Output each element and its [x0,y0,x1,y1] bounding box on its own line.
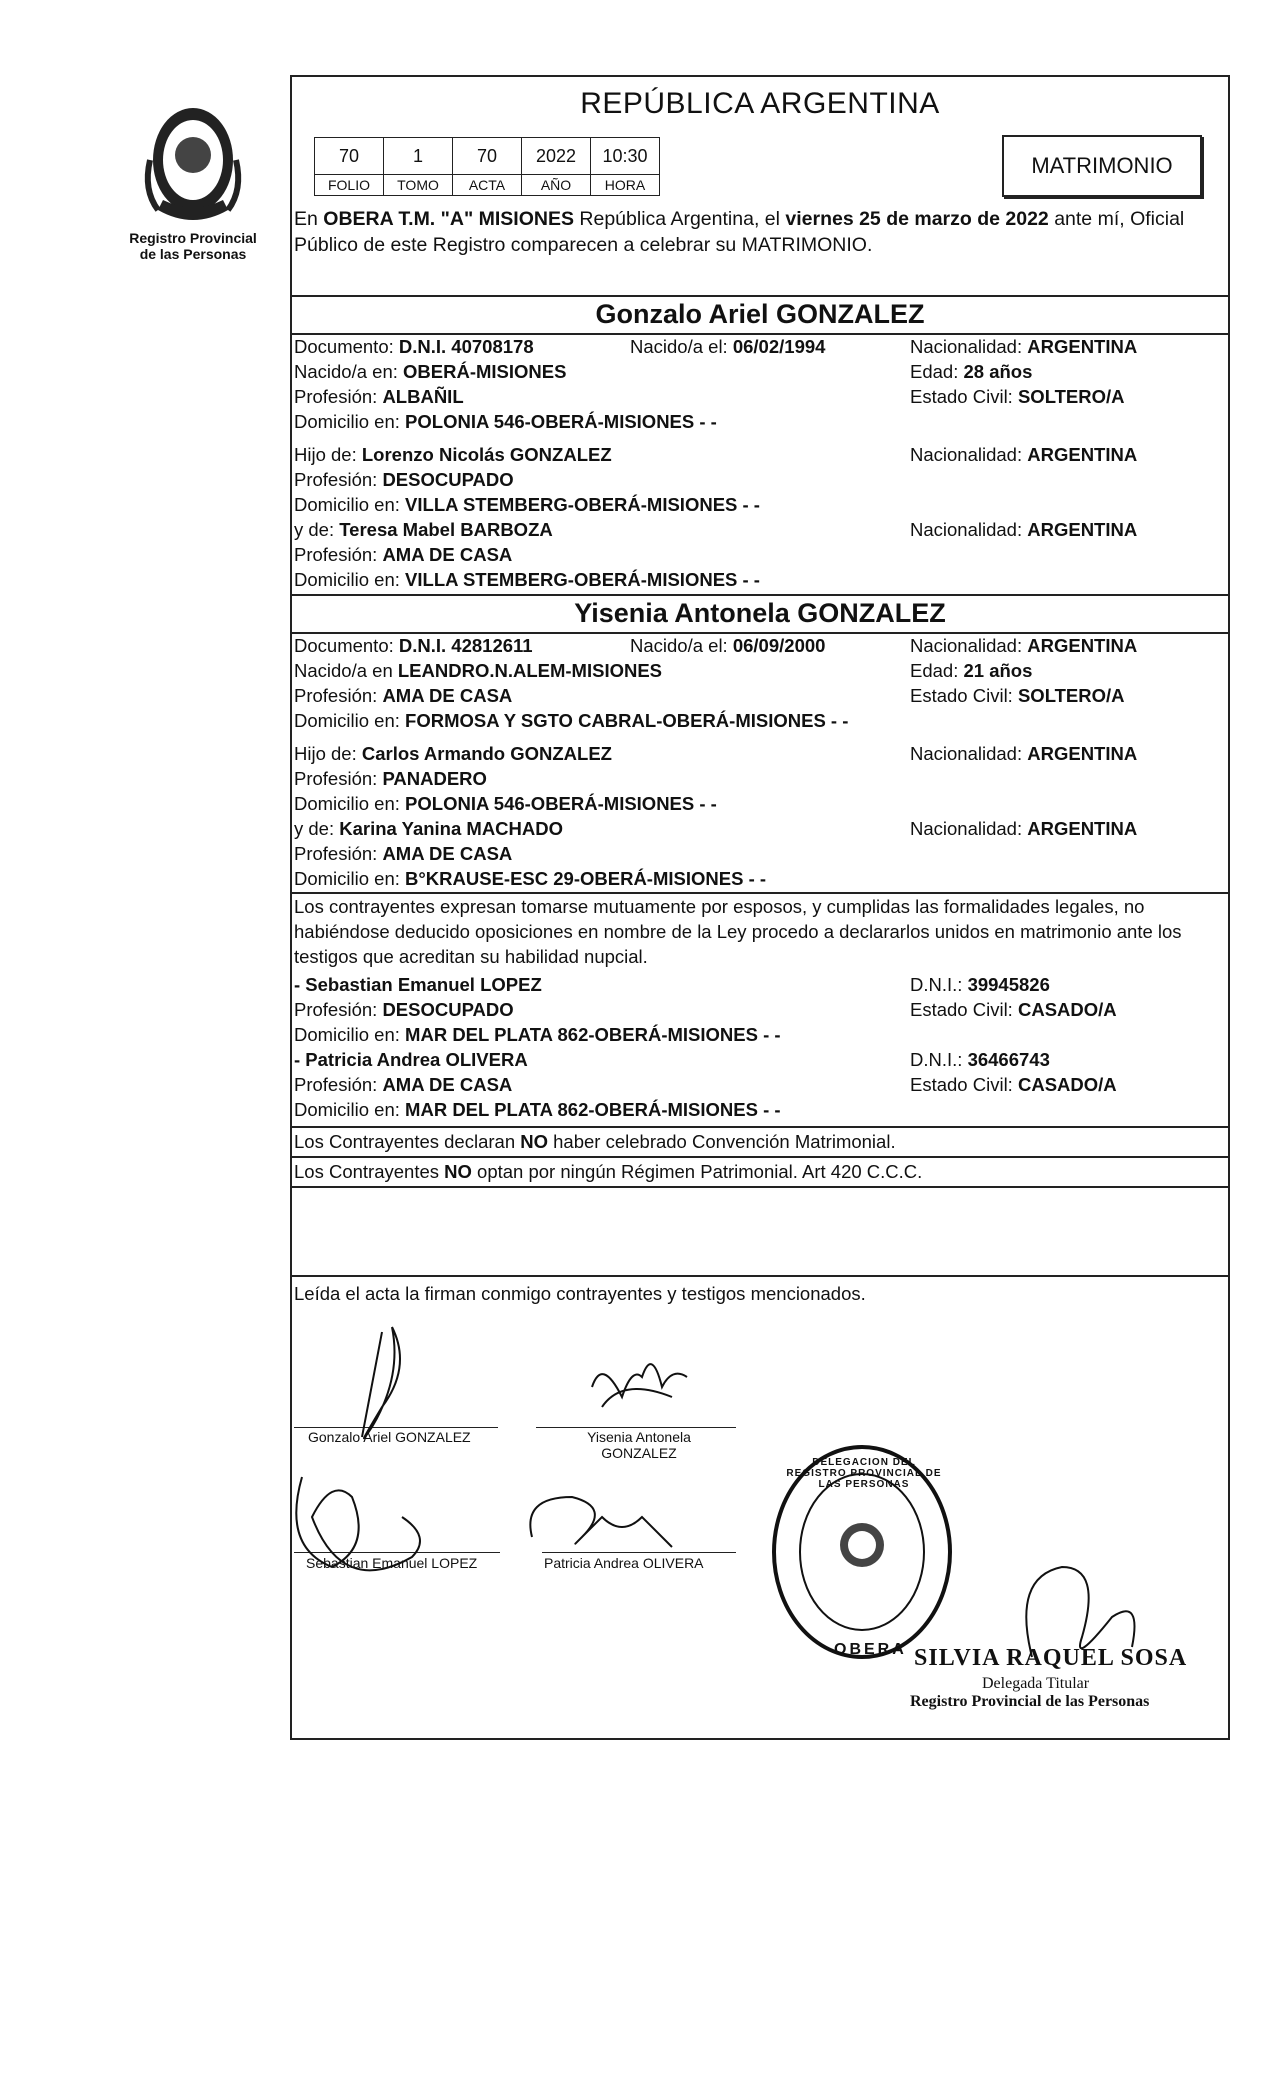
tomo-value: 1 [384,138,453,175]
c1-padre-profesion: Profesión: DESOCUPADO [294,469,514,490]
c1-edad: Edad: 28 años [910,361,1033,382]
c1-madre-profesion: Profesión: AMA DE CASA [294,544,513,565]
testigo1-dni: D.N.I.: 39945826 [910,974,1050,995]
c1-madre-nacionalidad: Nacionalidad: ARGENTINA [910,519,1138,540]
official-role: Delegada Titular [982,1675,1090,1692]
c2-documento: Documento: D.N.I. 42812611 [294,635,533,656]
c2-nacido-el: Nacido/a el: 06/09/2000 [630,635,826,656]
contrayente2-name: Yisenia Antonela GONZALEZ [574,598,946,628]
official-name: SILVIA RAQUEL SOSA [914,1645,1188,1671]
c1-domicilio: Domicilio en: POLONIA 546-OBERÁ-MISIONES - - [294,411,717,432]
c1-madre-domicilio: Domicilio en: VILLA STEMBERG-OBERÁ-MISIONES - - [294,569,760,590]
official-organization: Registro Provincial de las Personas [910,1693,1150,1710]
firma-patricia-label: Patricia Andrea OLIVERA [544,1555,704,1571]
registro-logo [108,100,278,262]
convencion-text: Los Contrayentes declaran NO haber celebrado Convención Matrimonial. [294,1131,896,1152]
acta-label: ACTA [453,175,522,196]
document-title: REPÚBLICA ARGENTINA [580,87,940,120]
acta-value: 70 [453,138,522,175]
c1-documento: Documento: D.N.I. 40708178 [294,336,534,357]
testigo1-profesion: Profesión: DESOCUPADO [294,999,514,1020]
firma-sebastian-label: Sebastian Emanuel LOPEZ [306,1555,478,1571]
c2-estado-civil: Estado Civil: SOLTERO/A [910,685,1125,706]
seal-city: OBERA [834,1641,907,1658]
c1-madre: y de: Teresa Mabel BARBOZA [294,519,553,540]
c1-padre-nacionalidad: Nacionalidad: ARGENTINA [910,444,1138,465]
testigo2-nombre: - Patricia Andrea OLIVERA [294,1049,528,1070]
firma-yisenia-label: Yisenia Antonela GONZALEZ [587,1429,691,1461]
c2-padre-nacionalidad: Nacionalidad: ARGENTINA [910,743,1138,764]
c2-padre: Hijo de: Carlos Armando GONZALEZ [294,743,612,764]
testigo2-estado-civil: Estado Civil: CASADO/A [910,1074,1117,1095]
logo-caption-1: Registro Provincial [129,230,257,246]
testigo2-domicilio: Domicilio en: MAR DEL PLATA 862-OBERÁ-MISIONES - - [294,1099,781,1120]
c2-padre-profesion: Profesión: PANADERO [294,768,487,789]
intro-text: En OBERA T.M. "A" MISIONES República Argentina, el viernes 25 de marzo de 2022 ante mí, Oficial Público de este Registro comparecen a celebrar su MATRIMONIO. [294,208,1185,256]
c2-madre-profesion: Profesión: AMA DE CASA [294,843,513,864]
c2-nacido-en: Nacido/a en LEANDRO.N.ALEM-MISIONES [294,660,663,681]
testigo1-domicilio: Domicilio en: MAR DEL PLATA 862-OBERÁ-MISIONES - - [294,1024,781,1045]
folio-label: FOLIO [315,175,384,196]
c2-madre-nacionalidad: Nacionalidad: ARGENTINA [910,818,1138,839]
hora-label: HORA [591,175,660,196]
contrayente1-name: Gonzalo Ariel GONZALEZ [595,299,925,329]
c2-profesion: Profesión: AMA DE CASA [294,685,513,706]
seal-text: DELEGACION DEL REGISTRO PROVINCIAL DE LAS PERSONAS [786,1457,942,1490]
regimen-text: Los Contrayentes NO optan por ningún Régimen Patrimonial. Art 420 C.C.C. [294,1161,923,1182]
c1-nacionalidad: Nacionalidad: ARGENTINA [910,336,1138,357]
c2-padre-domicilio: Domicilio en: POLONIA 546-OBERÁ-MISIONES - - [294,793,717,814]
c1-nacido-en: Nacido/a en: OBERÁ-MISIONES [294,361,567,382]
c2-madre: y de: Karina Yanina MACHADO [294,818,564,839]
acta-frame [290,75,1230,1740]
firma-gonzalo-label: Gonzalo Ariel GONZALEZ [308,1429,471,1445]
folio-value: 70 [315,138,384,175]
misiones-emblem-icon [138,100,248,230]
acta-type-box: MATRIMONIO [1002,135,1202,197]
c1-profesion: Profesión: ALBAÑIL [294,386,464,407]
c1-padre: Hijo de: Lorenzo Nicolás GONZALEZ [294,444,612,465]
c1-nacido-el: Nacido/a el: 06/02/1994 [630,336,826,357]
testigo2-dni: D.N.I.: 36466743 [910,1049,1050,1070]
c1-padre-domicilio: Domicilio en: VILLA STEMBERG-OBERÁ-MISIONES - - [294,494,760,515]
anio-value: 2022 [522,138,591,175]
tomo-label: TOMO [384,175,453,196]
testigo1-nombre: - Sebastian Emanuel LOPEZ [294,974,542,995]
anio-label: AÑO [522,175,591,196]
testigo1-estado-civil: Estado Civil: CASADO/A [910,999,1117,1020]
c1-estado-civil: Estado Civil: SOLTERO/A [910,386,1125,407]
testigo2-profesion: Profesión: AMA DE CASA [294,1074,513,1095]
c2-edad: Edad: 21 años [910,660,1033,681]
hora-value: 10:30 [591,138,660,175]
logo-caption-2: de las Personas [139,246,247,262]
declaracion-text: Los contrayentes expresan tomarse mutuamente por esposos, y cumplidas las formalidades legales, no habiéndose deducido oposiciones en nombre de la Ley procedo a declararlos unidos en matrimonio ante los testigos que acreditan su habilidad nupcial. [294,896,1182,967]
c2-domicilio: Domicilio en: FORMOSA Y SGTO CABRAL-OBERÁ-MISIONES - - [294,710,849,731]
cierre-text: Leída el acta la firman conmigo contrayentes y testigos mencionados. [294,1283,866,1304]
c2-nacionalidad: Nacionalidad: ARGENTINA [910,635,1138,656]
c2-madre-domicilio: Domicilio en: B°KRAUSE-ESC 29-OBERÁ-MISIONES - - [294,868,767,889]
